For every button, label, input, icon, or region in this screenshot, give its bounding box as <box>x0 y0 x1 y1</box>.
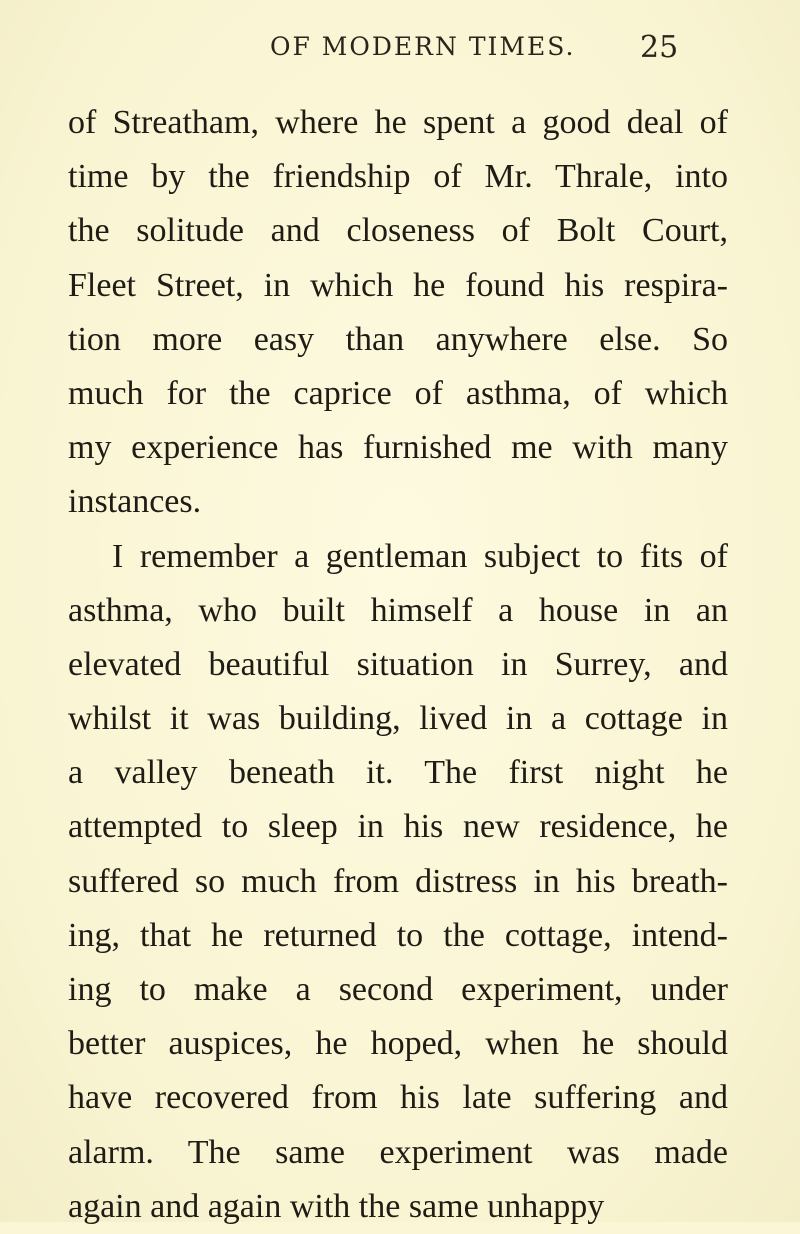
text-line: instances. <box>68 483 202 521</box>
body-text <box>68 96 728 1234</box>
text-line: alarm. The same experiment was made <box>68 1133 728 1171</box>
text-line: tion more easy than anywhere else. So <box>68 320 728 358</box>
text-line: ing, that he returned to the cottage, intend- <box>68 916 728 954</box>
text-line: have recovered from his late suffering and <box>68 1079 728 1117</box>
text-line: again and again with the same unhappy <box>68 1187 605 1225</box>
page-number: 25 <box>640 30 679 65</box>
text-line: elevated beautiful situation in Surrey, and <box>68 645 728 683</box>
text-line: much for the caprice of asthma, of which <box>68 374 728 412</box>
text-line: ing to make a second experiment, under <box>68 971 728 1008</box>
text-line: a valley beneath it. The first night he <box>68 754 728 792</box>
text-line: asthma, who built himself a house in an <box>68 591 728 629</box>
text-line: whilst it was building, lived in a cottage in <box>68 700 728 738</box>
text-line: my experience has furnished me with many <box>68 429 728 467</box>
running-head: OF MODERN TIMES. <box>270 32 576 61</box>
text-line: attempted to sleep in his new residence, he <box>68 808 728 846</box>
text-line: I remember a gentleman subject to fits of <box>112 537 728 575</box>
text-line: suffered so much from distress in his breath- <box>68 862 728 900</box>
page-header <box>0 28 800 68</box>
text-line: of Streatham, where he spent a good deal of <box>68 104 728 141</box>
text-line: the solitude and closeness of Bolt Court, <box>68 212 728 250</box>
text-line: time by the friendship of Mr. Thrale, into <box>68 158 728 196</box>
text-line: Fleet Street, in which he found his respira- <box>68 266 728 304</box>
text-line: better auspices, he hoped, when he should <box>68 1025 728 1063</box>
